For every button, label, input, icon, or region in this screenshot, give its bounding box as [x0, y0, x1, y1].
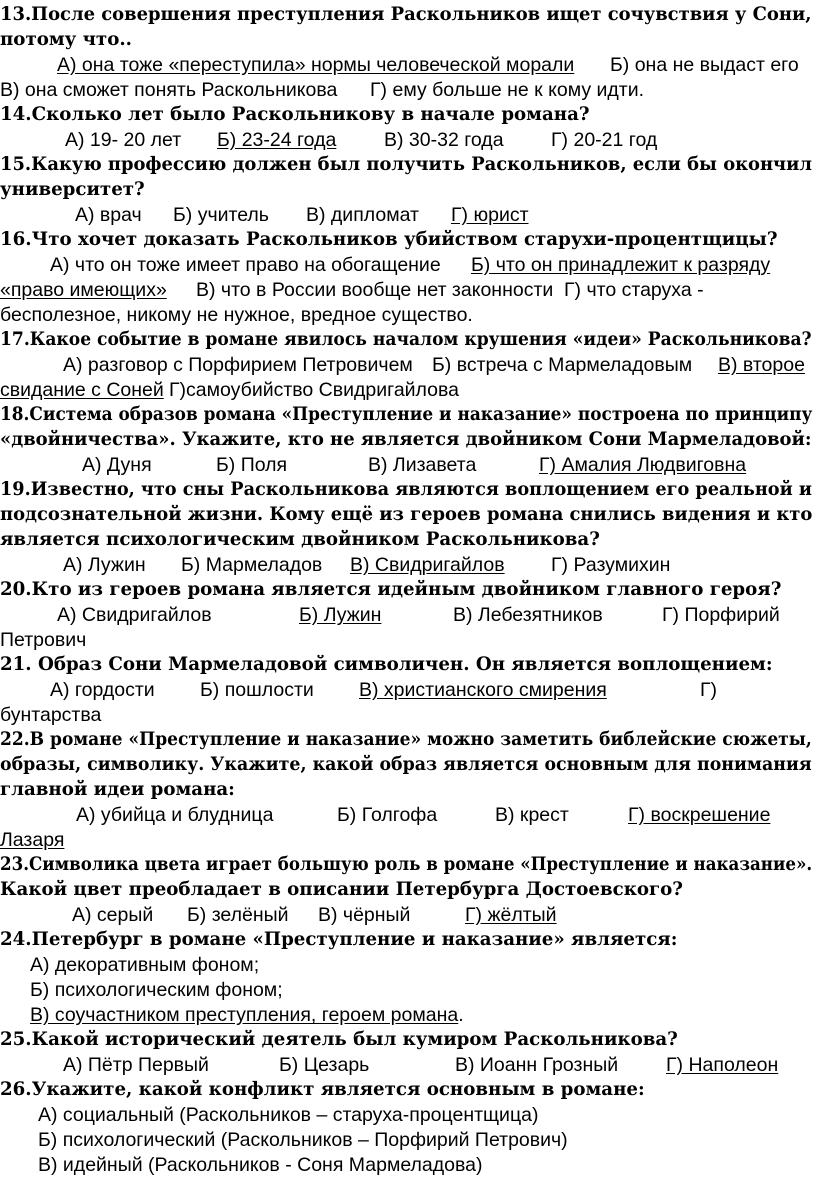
question-23-title-cont: Какой цвет преобладает в описании Петербурга Достоевского? — [0, 879, 683, 900]
option-14d: Г) 20-21 год — [551, 129, 658, 151]
option-17b: Б) встреча с Мармеладовым — [432, 354, 693, 376]
option-17d: Г)самоубийство Свидригайлова — [169, 379, 459, 401]
question-17-title: 17.Какое событие в романе явилось началом крушения «идеи» Раскольникова? — [0, 329, 812, 350]
option-18c: В) Лизавета — [368, 454, 477, 476]
option-22d-correct: Г) воскрешение — [628, 804, 771, 826]
option-18b: Б) Поля — [216, 454, 288, 476]
option-15c: В) дипломат — [306, 204, 419, 226]
option-25d-correct: Г) Наполеон — [666, 1054, 779, 1076]
option-21b: Б) пошлости — [200, 679, 314, 701]
question-19-title-cont2: является психологическим двойником Раскольникова? — [0, 529, 600, 550]
option-19a: А) Лужин — [63, 554, 146, 576]
option-21c-correct: В) христианского смирения — [359, 679, 607, 701]
option-19b: Б) Мармеладов — [181, 554, 323, 576]
question-13-title-cont: потому что.. — [0, 29, 132, 50]
option-14c: В) 30-32 года — [384, 129, 504, 151]
option-20c: В) Лебезятников — [453, 604, 603, 626]
question-22-title-cont2: главной идеи романа: — [0, 779, 235, 800]
option-14b-correct: Б) 23-24 года — [217, 129, 337, 151]
option-22b: Б) Голгофа — [337, 804, 438, 826]
option-20d-cont: Петрович — [0, 629, 87, 651]
option-16b-correct-cont: «право имеющих» — [0, 279, 167, 301]
option-24c-row — [30, 1003, 464, 1027]
option-16b-correct: Б) что он принадлежит к разряду — [471, 254, 771, 276]
question-19-title: 19.Известно, что сны Раскольникова являются воплощением его реальной и — [0, 479, 812, 500]
option-16a: А) что он тоже имеет право на обогащение — [50, 254, 441, 276]
option-13d: Г) ему больше не к кому идти. — [370, 79, 645, 101]
option-16c: В) что в России вообще нет законности — [196, 279, 554, 301]
option-22d-correct-cont-text: Лазаря — [0, 829, 65, 851]
question-26-title: 26.Укажите, какой конфликт является основным в романе: — [0, 1079, 645, 1100]
option-23d-correct: Г) жёлтый — [465, 904, 557, 926]
question-18-title-cont: «двойничества». Укажите, кто не является двойником Сони Мармеладовой: — [0, 429, 812, 450]
option-20a: А) Свидригайлов — [57, 604, 212, 626]
option-25c: В) Иоанн Грозный — [455, 1054, 619, 1076]
question-19-title-cont: подсознательной жизни. Кому ещё из героев романа снились видения и кто — [0, 504, 813, 525]
question-21-title: 21. Образ Сони Мармеладовой символичен. Он является воплощением: — [0, 654, 773, 675]
option-16d-cont: бесполезное, никому не нужное, вредное существо. — [0, 304, 473, 326]
option-20d: Г) Порфирий — [662, 604, 780, 626]
option-18a: А) Дуня — [82, 454, 152, 476]
question-24-title: 24.Петербург в романе «Преступление и наказание» является: — [0, 929, 678, 950]
option-22c: В) крест — [495, 804, 569, 826]
option-23a: А) серый — [72, 904, 154, 926]
option-21a: А) гордости — [50, 679, 155, 701]
option-17a: А) разговор с Порфирием Петровичем — [63, 354, 413, 376]
question-15-title-cont: университет? — [0, 179, 145, 200]
option-18d-correct: Г) Амалия Людвиговна — [539, 454, 747, 476]
question-13-title: 13.После совершения преступления Раскольников ищет сочувствия у Сони, — [0, 4, 812, 25]
question-15-title: 15.Какую профессию должен был получить Раскольников, если бы окончил — [0, 154, 813, 175]
question-23-title: 23.Символика цвета играет большую роль в романе «Преступление и наказание». — [0, 854, 813, 875]
option-21d-cont: бунтарства — [0, 704, 102, 726]
question-20-title: 20.Кто из героев романа является идейным двойником главного героя? — [0, 579, 782, 600]
question-22-title-cont: образы, символику. Укажите, какой образ является основным для понимания — [0, 754, 812, 775]
option-13c: В) она сможет понять Раскольникова — [0, 79, 338, 101]
option-19d: Г) Разумихин — [551, 554, 671, 576]
option-26b: Б) психологический (Раскольников – Порфирий Петрович) — [38, 1129, 568, 1151]
option-23b: Б) зелёный — [187, 904, 289, 926]
option-25a: А) Пётр Первый — [63, 1054, 209, 1076]
option-26c: В) идейный (Раскольников - Соня Мармеладова) — [38, 1154, 483, 1176]
option-15a: А) врач — [75, 204, 142, 226]
option-17c-correct-cont: свидание с Соней — [0, 379, 164, 401]
question-14-title: 14.Сколько лет было Раскольникову в начале романа? — [0, 104, 590, 125]
question-25-title: 25.Какой исторический деятель был кумиром Раскольникова? — [0, 1029, 678, 1050]
option-24c-period: . — [458, 1004, 464, 1026]
option-23c: В) чёрный — [318, 904, 411, 926]
option-13b: Б) она не выдаст его — [610, 54, 799, 76]
option-26a: А) социальный (Раскольников – старуха-процентщица) — [38, 1104, 539, 1126]
question-22-title: 22.В романе «Преступление и наказание» можно заметить библейские сюжеты, — [0, 729, 812, 750]
option-15b: Б) учитель — [173, 204, 269, 226]
option-13a-correct: А) она тоже «переступила» нормы человеческой морали — [57, 54, 575, 76]
option-15d-correct: Г) юрист — [451, 204, 529, 226]
question-18-title: 18.Система образов романа «Преступление и наказание» построена по принципу — [0, 404, 813, 425]
question-16-title: 16.Что хочет доказать Раскольников убийством старухи-процентщицы? — [0, 229, 778, 250]
option-16d: Г) что старуха - — [564, 279, 704, 301]
option-20b-correct: Б) Лужин — [299, 604, 382, 626]
option-19c-correct: В) Свидригайлов — [350, 554, 505, 576]
option-21d: Г) — [700, 679, 718, 701]
option-24c-correct: В) соучастником преступления, героем романа — [30, 1004, 459, 1026]
option-22a: А) убийца и блудница — [76, 804, 274, 826]
option-25b: Б) Цезарь — [279, 1054, 370, 1076]
option-24b: Б) психологическим фоном; — [30, 979, 283, 1001]
option-24a: А) декоративным фоном; — [30, 954, 260, 976]
option-14a: А) 19- 20 лет — [65, 129, 182, 151]
option-17c-correct: В) второе — [718, 354, 805, 376]
